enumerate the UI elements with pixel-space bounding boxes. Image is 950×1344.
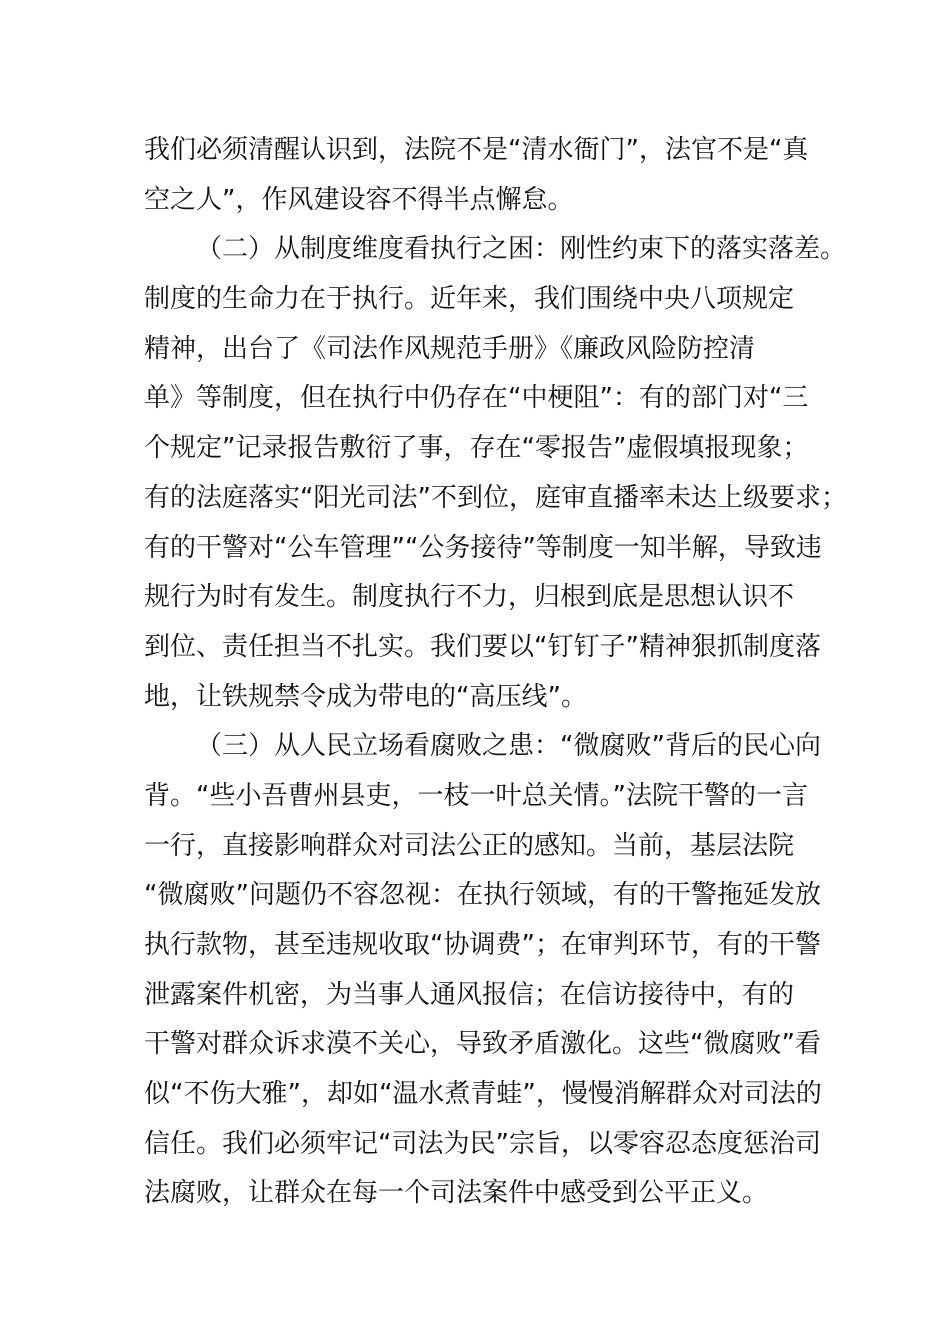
text-line: 有的法庭落实“阳光司法”不到位，庭审直播率未达上级要求；	[144, 482, 847, 513]
text-line: “微腐败”问题仍不容忽视：在执行领域，有的干警拖延发放	[144, 880, 821, 911]
text-line: 似“不伤大雅”，却如“温水煮青蛙”，慢慢消解群众对司法的	[144, 1079, 822, 1110]
text-line: 有的干警对“公车管理”“公务接待”等制度一知半解，导致违	[144, 532, 822, 563]
text-line: 精神，出台了《司法作风规范手册》《廉政风险防控清	[144, 333, 756, 364]
section-heading-line: （三）从人民立场看腐败之患：“微腐败”背后的民心向	[196, 731, 821, 762]
text-line: 单》等制度，但在执行中仍存在“中梗阻”：有的部门对“三	[144, 383, 809, 414]
text-line: 法腐败，让群众在每一个司法案件中感受到公平正义。	[144, 1178, 769, 1209]
text-line: 执行款物，甚至违规收取“协调费”；在审判环节，有的干警	[144, 930, 821, 960]
text-line: 个规定”记录报告敷衍了事，存在“零报告”虚假填报现象；	[144, 433, 809, 464]
text-line: 地，让铁规禁令成为带电的“高压线”。	[144, 681, 587, 712]
text-line: 泄露案件机密，为当事人通风报信；在信访接待中，有的	[144, 979, 795, 1010]
text-line: 到位、责任担当不扎实。我们要以“钉钉子”精神狠抓制度落	[144, 631, 821, 662]
section-heading-line: （二）从制度维度看执行之困：刚性约束下的落实落差。	[196, 234, 847, 265]
text-line: 制度的生命力在于执行。近年来，我们围绕中央八项规定	[144, 284, 795, 315]
text-line: 信任。我们必须牢记“司法为民”宗旨，以零容忍态度惩治司	[144, 1128, 821, 1159]
text-line: 一行，直接影响群众对司法公正的感知。当前，基层法院	[144, 830, 795, 861]
body-text	[144, 126, 847, 1219]
text-line: 空之人”，作风建设容不得半点懈怠。	[144, 184, 574, 215]
text-line: 干警对群众诉求漠不关心，导致矛盾激化。这些“微腐败”看	[144, 1029, 821, 1060]
text-line: 我们必须清醒认识到，法院不是“清水衙门”，法官不是“真	[144, 135, 809, 165]
text-line: 背。“些小吾曹州县吏，一枝一叶总关情。”法院干警的一言	[144, 780, 808, 811]
text-line: 规行为时有发生。制度执行不力，归根到底是思想认识不	[144, 582, 795, 613]
